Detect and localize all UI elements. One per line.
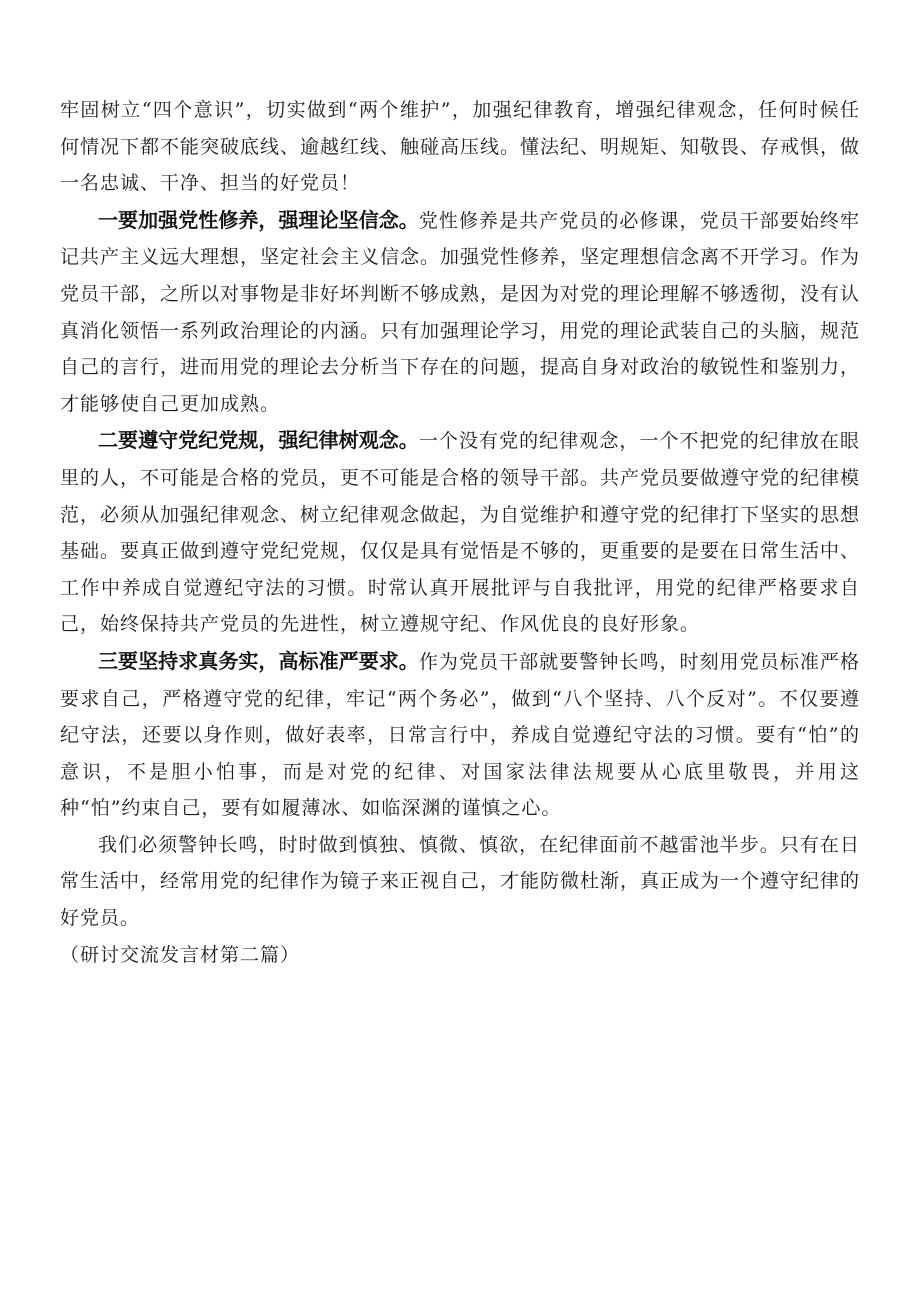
paragraph-intro-continuation — [60, 92, 860, 202]
paragraph-body: 我们必须警钟长鸣，时时做到慎独、慎微、慎欲，在纪律面前不越雷池半步。只有在日常生活中，经常用党的纪律作为镜子来正视自己，才能防微杜渐，真正成为一个遵守纪律的好党员。 — [60, 833, 861, 930]
paragraph-conclusion — [60, 827, 860, 937]
paragraph-lead-heading: 二要遵守党纪党规，强纪律树观念。 — [98, 428, 419, 453]
paragraph-party-discipline — [60, 422, 860, 643]
paragraph-party-spirit — [60, 202, 860, 423]
paragraph-body: 一个没有党的纪律观念，一个不把党的纪律放在眼里的人，不可能是合格的党员，更不可能是合格的领导干部。共产党员要做遵守党的纪律模范，必须从加强纪律观念、树立纪律观念做起，为自觉维护和遵守党的纪律打下坚实的思想基础。要真正做到遵守党纪党规，仅仅是具有觉悟是不够的，更重要的是要在日常生活中、工作中养成自觉遵纪守法的习惯。时常认真开展批评与自我批评，用党的纪律严格要求自己，始终保持共产党员的先进性，树立遵规守纪、作风优良的良好形象。 — [60, 430, 861, 636]
document-page — [60, 92, 860, 973]
paragraph-body: 党性修养是共产党员的必修课，党员干部要始终牢记共产主义远大理想，坚定社会主义信念。加强党性修养，坚定理想信念离不开学习。作为党员干部，之所以对事物是非好坏判断不够成熟，是因为对党的理论理解不够透彻，没有认真消化领悟一系列政治理论的内涵。只有加强理论学习，用党的理论武装自己的头脑，规范自己的言行，进而用党的理论去分析当下存在的问题，提高自身对政治的敏锐性和鉴别力，才能够使自己更加成熟。 — [60, 209, 861, 415]
paragraph-truth-seeking — [60, 643, 860, 827]
paragraph-body: 作为党员干部就要警钟长鸣，时刻用党员标准严格要求自己，严格遵守党的纪律，牢记“两个务必”，做到“八个坚持、八个反对”。不仅要遵纪守法，还要以身作则，做好表率，日常言行中，养成自觉遵纪守法的习惯。要有“怕”的意识，不是胆小怕事，而是对党的纪律、对国家法律法规要从心底里敬畏，并用这种“怕”约束自己，要有如履薄冰、如临深渊的谨慎之心。 — [60, 650, 860, 820]
paragraph-lead-heading: 一要加强党性修养，强理论坚信念。 — [98, 207, 419, 232]
section-caption: （研讨交流发言材第二篇） — [60, 943, 301, 966]
paragraph-body: 牢固树立“四个意识”，切实做到“两个维护”，加强纪律教育，增强纪律观念，任何时候任何情况下都不能突破底线、逾越红线、触碰高压线。懂法纪、明规矩、知敬畏、存戒惧，做一名忠诚、干净、担当的好党员！ — [60, 99, 861, 195]
paragraph-lead-heading: 三要坚持求真务实，高标准严要求。 — [98, 648, 419, 673]
